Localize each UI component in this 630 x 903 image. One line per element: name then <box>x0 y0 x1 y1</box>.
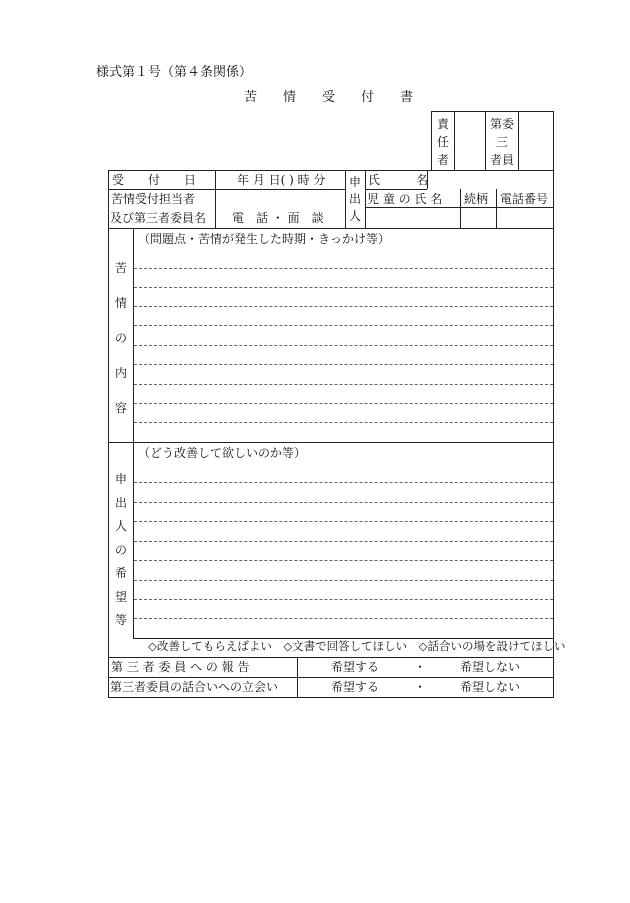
complaint-content-label: 苦 情 の 内 容 <box>114 261 127 415</box>
form-number: 様式第１号（第４条関係） <box>96 65 253 80</box>
child-name-field[interactable] <box>367 209 459 227</box>
applicant-request-label: 申 出 人 の 希 望 等 <box>114 472 127 627</box>
reception-date-label: 受 付 日 <box>112 173 197 187</box>
phone-label: 電話番号 <box>500 192 549 206</box>
meeting-no-option[interactable]: 希望しない <box>460 680 521 694</box>
committee-report-label: 第 三 者 委 員 へ の 報 告 <box>111 660 250 674</box>
relation-field[interactable] <box>462 209 495 227</box>
applicant-label: 申 出 人 <box>348 175 361 223</box>
child-name-label: 児 童 の 氏 名 <box>367 192 443 206</box>
request-hint: （どう改善して欲しいのか等） <box>138 446 307 460</box>
staff-label: 苦情受付担当者 <box>111 192 196 206</box>
meeting-separator: ・ <box>414 680 427 694</box>
relation-label: 続柄 <box>464 192 489 206</box>
report-no-option[interactable]: 希望しない <box>460 660 521 674</box>
phone-field[interactable] <box>498 209 552 227</box>
responsible-label: 責 任 者 <box>436 117 449 167</box>
form-title: 苦 情 受 付 書 <box>244 90 414 105</box>
third-party-committee-label: 第委 三 者員 <box>489 117 514 167</box>
reception-date-value[interactable]: 年 月 日( ) 時 分 <box>237 173 326 187</box>
committee-label: 及び第三者委員名 <box>110 211 207 225</box>
report-separator: ・ <box>414 660 427 674</box>
applicant-request-field[interactable] <box>135 463 552 635</box>
complaint-hint: （問題点・苦情が発生した時期・きっかけ等） <box>138 232 391 246</box>
contact-method[interactable]: 電 話 ・ 面 談 <box>232 211 324 225</box>
report-yes-option[interactable]: 希望する <box>331 660 380 674</box>
responsible-stamp-box[interactable] <box>456 113 484 169</box>
applicant-name-field[interactable] <box>429 171 552 188</box>
staff-name-field[interactable] <box>217 190 344 207</box>
meeting-yes-option[interactable]: 希望する <box>331 680 380 694</box>
third-party-stamp-box[interactable] <box>520 113 552 169</box>
meeting-attendance-label: 第三者委員の話合いへの立会い <box>110 680 279 694</box>
request-options[interactable]: ◇改善してもらえばよい ◇文書で回答してほしい ◇話合いの場を設けてほしい <box>148 639 566 653</box>
applicant-name-label: 氏 名 <box>368 173 429 187</box>
